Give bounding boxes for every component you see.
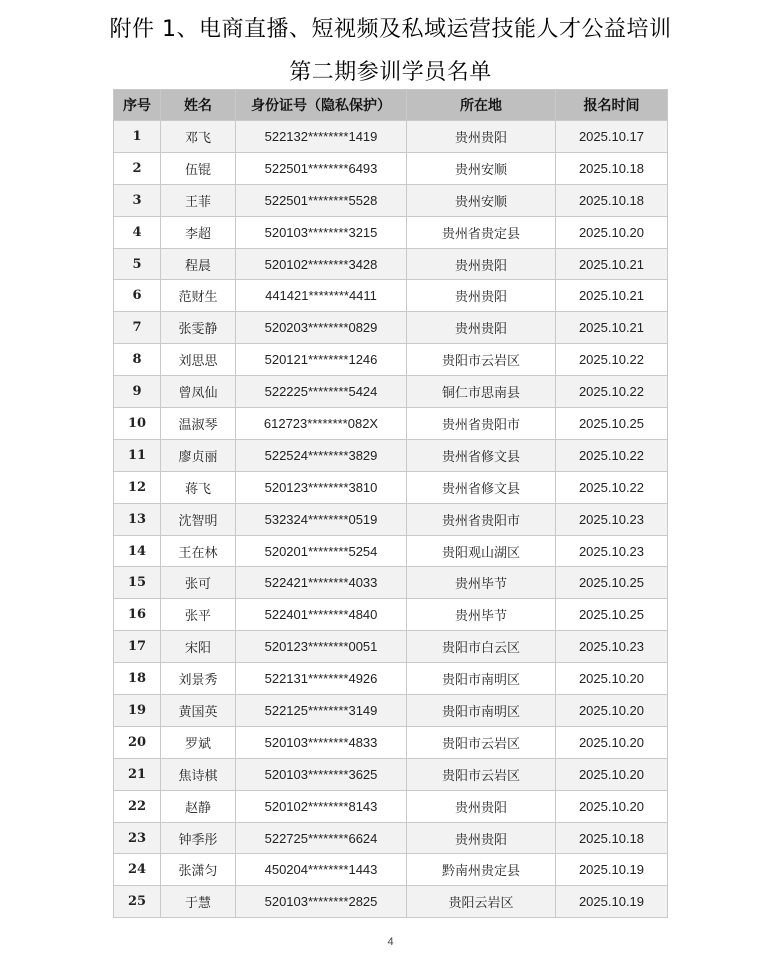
cell-name: 赵静: [161, 790, 236, 822]
table-row: [114, 758, 668, 790]
table-row: [114, 631, 668, 663]
cell-id-number: 520103********2825: [236, 886, 407, 918]
document-title-line-2: 第二期参训学员名单: [289, 60, 492, 85]
table-row: [114, 216, 668, 248]
cell-signup-time: 2025.10.21: [556, 312, 668, 344]
cell-signup-time: 2025.10.22: [556, 439, 668, 471]
cell-seq: 23: [114, 822, 161, 854]
header-name: 姓名: [161, 90, 236, 121]
cell-signup-time: 2025.10.23: [556, 535, 668, 567]
cell-seq: 12: [114, 471, 161, 503]
table-row: [114, 471, 668, 503]
cell-name: 范财生: [161, 280, 236, 312]
cell-signup-time: 2025.10.20: [556, 726, 668, 758]
cell-id-number: 532324********0519: [236, 503, 407, 535]
cell-id-number: 520123********3810: [236, 471, 407, 503]
cell-location: 贵州贵阳: [407, 248, 556, 280]
cell-name: 黄国英: [161, 695, 236, 727]
cell-id-number: 522725********6624: [236, 822, 407, 854]
cell-id-number: 520103********4833: [236, 726, 407, 758]
cell-name: 沈智明: [161, 503, 236, 535]
cell-id-number: 612723********082X: [236, 408, 407, 440]
cell-location: 贵州毕节: [407, 567, 556, 599]
table-row: [114, 663, 668, 695]
cell-signup-time: 2025.10.22: [556, 471, 668, 503]
cell-signup-time: 2025.10.18: [556, 184, 668, 216]
table-row: [114, 599, 668, 631]
document-title-line-1: 附件 1、电商直播、短视频及私域运营技能人才公益培训: [109, 17, 672, 42]
cell-seq: 18: [114, 663, 161, 695]
cell-id-number: 520102********3428: [236, 248, 407, 280]
trainee-roster-table: [113, 89, 668, 918]
cell-seq: 3: [114, 184, 161, 216]
table-row: [114, 822, 668, 854]
cell-id-number: 520121********1246: [236, 344, 407, 376]
cell-id-number: 522501********5528: [236, 184, 407, 216]
cell-name: 罗斌: [161, 726, 236, 758]
cell-signup-time: 2025.10.20: [556, 790, 668, 822]
cell-seq: 7: [114, 312, 161, 344]
table-row: [114, 886, 668, 918]
table-header-row: [114, 90, 668, 121]
cell-id-number: 522225********5424: [236, 376, 407, 408]
cell-signup-time: 2025.10.18: [556, 152, 668, 184]
cell-id-number: 520203********0829: [236, 312, 407, 344]
cell-id-number: 522421********4033: [236, 567, 407, 599]
cell-location: 贵州贵阳: [407, 121, 556, 153]
cell-id-number: 520103********3215: [236, 216, 407, 248]
cell-name: 钟季彤: [161, 822, 236, 854]
cell-name: 宋阳: [161, 631, 236, 663]
cell-id-number: 441421********4411: [236, 280, 407, 312]
cell-seq: 17: [114, 631, 161, 663]
table-row: [114, 121, 668, 153]
cell-seq: 14: [114, 535, 161, 567]
cell-location: 贵阳观山湖区: [407, 535, 556, 567]
cell-signup-time: 2025.10.20: [556, 695, 668, 727]
table-row: [114, 695, 668, 727]
cell-seq: 13: [114, 503, 161, 535]
cell-seq: 21: [114, 758, 161, 790]
cell-name: 张潇匀: [161, 854, 236, 886]
cell-name: 张可: [161, 567, 236, 599]
table-row: [114, 280, 668, 312]
cell-id-number: 522401********4840: [236, 599, 407, 631]
cell-name: 刘思思: [161, 344, 236, 376]
cell-name: 张平: [161, 599, 236, 631]
cell-location: 贵阳市云岩区: [407, 758, 556, 790]
cell-signup-time: 2025.10.20: [556, 758, 668, 790]
cell-location: 贵州安顺: [407, 152, 556, 184]
cell-signup-time: 2025.10.21: [556, 248, 668, 280]
cell-id-number: 522501********6493: [236, 152, 407, 184]
cell-name: 廖贞丽: [161, 439, 236, 471]
cell-location: 贵州省贵定县: [407, 216, 556, 248]
cell-location: 贵州安顺: [407, 184, 556, 216]
cell-id-number: 522132********1419: [236, 121, 407, 153]
cell-seq: 1: [114, 121, 161, 153]
cell-location: 贵州省贵阳市: [407, 503, 556, 535]
cell-id-number: 520123********0051: [236, 631, 407, 663]
cell-id-number: 522524********3829: [236, 439, 407, 471]
cell-seq: 9: [114, 376, 161, 408]
header-signup-time: 报名时间: [556, 90, 668, 121]
cell-location: 贵州贵阳: [407, 790, 556, 822]
table-row: [114, 312, 668, 344]
cell-signup-time: 2025.10.25: [556, 567, 668, 599]
cell-seq: 8: [114, 344, 161, 376]
cell-name: 伍锟: [161, 152, 236, 184]
cell-location: 贵州省修文县: [407, 471, 556, 503]
table-row: [114, 726, 668, 758]
cell-seq: 10: [114, 408, 161, 440]
cell-name: 李超: [161, 216, 236, 248]
cell-signup-time: 2025.10.19: [556, 886, 668, 918]
cell-name: 焦诗棋: [161, 758, 236, 790]
cell-signup-time: 2025.10.23: [556, 503, 668, 535]
cell-id-number: 450204********1443: [236, 854, 407, 886]
cell-location: 贵州省贵阳市: [407, 408, 556, 440]
cell-seq: 5: [114, 248, 161, 280]
page-number: 4: [387, 936, 394, 948]
cell-name: 温淑琴: [161, 408, 236, 440]
cell-seq: 20: [114, 726, 161, 758]
header-seq: 序号: [114, 90, 161, 121]
cell-id-number: 522131********4926: [236, 663, 407, 695]
table-body: [114, 121, 668, 918]
cell-signup-time: 2025.10.17: [556, 121, 668, 153]
cell-location: 贵州贵阳: [407, 312, 556, 344]
cell-location: 铜仁市思南县: [407, 376, 556, 408]
cell-id-number: 520103********3625: [236, 758, 407, 790]
table-row: [114, 408, 668, 440]
cell-name: 邓飞: [161, 121, 236, 153]
cell-signup-time: 2025.10.19: [556, 854, 668, 886]
cell-location: 贵州贵阳: [407, 280, 556, 312]
cell-signup-time: 2025.10.23: [556, 631, 668, 663]
table-row: [114, 344, 668, 376]
cell-seq: 22: [114, 790, 161, 822]
cell-signup-time: 2025.10.18: [556, 822, 668, 854]
table-row: [114, 184, 668, 216]
cell-location: 贵州毕节: [407, 599, 556, 631]
cell-signup-time: 2025.10.25: [556, 599, 668, 631]
cell-location: 贵阳市白云区: [407, 631, 556, 663]
header-location: 所在地: [407, 90, 556, 121]
cell-seq: 25: [114, 886, 161, 918]
header-id-number: 身份证号（隐私保护）: [236, 90, 407, 121]
cell-signup-time: 2025.10.21: [556, 280, 668, 312]
cell-location: 黔南州贵定县: [407, 854, 556, 886]
cell-seq: 6: [114, 280, 161, 312]
cell-location: 贵阳云岩区: [407, 886, 556, 918]
cell-location: 贵州贵阳: [407, 822, 556, 854]
cell-seq: 16: [114, 599, 161, 631]
cell-signup-time: 2025.10.20: [556, 663, 668, 695]
table-row: [114, 535, 668, 567]
table-row: [114, 503, 668, 535]
table-row: [114, 152, 668, 184]
cell-location: 贵阳市云岩区: [407, 344, 556, 376]
cell-seq: 4: [114, 216, 161, 248]
cell-name: 王菲: [161, 184, 236, 216]
cell-name: 刘景秀: [161, 663, 236, 695]
cell-signup-time: 2025.10.20: [556, 216, 668, 248]
table-row: [114, 854, 668, 886]
cell-name: 于慧: [161, 886, 236, 918]
cell-seq: 11: [114, 439, 161, 471]
cell-location: 贵阳市云岩区: [407, 726, 556, 758]
cell-seq: 2: [114, 152, 161, 184]
cell-seq: 24: [114, 854, 161, 886]
cell-seq: 15: [114, 567, 161, 599]
cell-location: 贵阳市南明区: [407, 695, 556, 727]
cell-id-number: 522125********3149: [236, 695, 407, 727]
cell-name: 张雯静: [161, 312, 236, 344]
cell-signup-time: 2025.10.22: [556, 376, 668, 408]
cell-name: 曾凤仙: [161, 376, 236, 408]
cell-location: 贵阳市南明区: [407, 663, 556, 695]
table-row: [114, 567, 668, 599]
cell-signup-time: 2025.10.22: [556, 344, 668, 376]
table-row: [114, 439, 668, 471]
cell-seq: 19: [114, 695, 161, 727]
cell-location: 贵州省修文县: [407, 439, 556, 471]
cell-signup-time: 2025.10.25: [556, 408, 668, 440]
table-row: [114, 790, 668, 822]
cell-name: 蒋飞: [161, 471, 236, 503]
table-row: [114, 376, 668, 408]
cell-name: 程晨: [161, 248, 236, 280]
cell-name: 王在林: [161, 535, 236, 567]
cell-id-number: 520201********5254: [236, 535, 407, 567]
table-row: [114, 248, 668, 280]
cell-id-number: 520102********8143: [236, 790, 407, 822]
